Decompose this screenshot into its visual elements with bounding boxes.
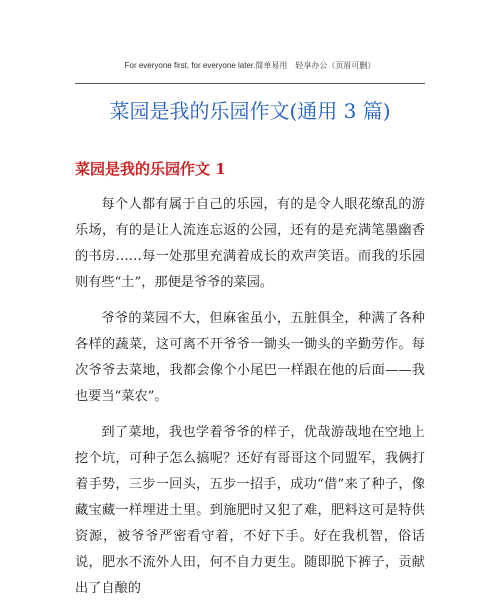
document-title: 菜园是我的乐园作文(通用 3 篇) — [109, 99, 391, 123]
paragraph-1: 每个人都有属于自己的乐园，有的是令人眼花缭乱的游乐场，有的是让人流连忘返的公园，还有的是充满笔墨幽香的书房……每一处那里充满着成长的欢声笑语。而我的乐园则有些“土”，那便是爷爷的菜园。 — [75, 197, 425, 290]
header-divider — [75, 83, 425, 84]
paragraph-2: 爷爷的菜园不大，但麻雀虽小，五脏俱全，种满了各种各样的蔬菜，这可离不开爷爷一锄头一锄头的辛勤劳作。每次爷爷去菜地，我都会像个小尾巴一样跟在他的后面——我也要当“菜农”。 — [75, 311, 425, 404]
page-header: For everyone first, for everyone later.简单易用 轻享办公（页眉可删） — [124, 61, 376, 70]
section-heading: 菜园是我的乐园作文 1 — [75, 160, 226, 178]
paragraph-3: 到了菜地，我也学着爷爷的样子，优哉游哉地在空地上挖个坑，可种子怎么搞呢？还好有哥哥这个同盟军，我俩打着手势，三步一回头，五步一招手，成功“借”来了种子，像藏宝藏一样埋进土里。到施肥时又犯了难，肥料这可是特供资源，被爷爷严密看守着，不好下手。好在我机智，俗话说，肥水不流外人田，何不自力更生。随即脱下裤子，贡献出了自酿的 — [75, 425, 425, 596]
